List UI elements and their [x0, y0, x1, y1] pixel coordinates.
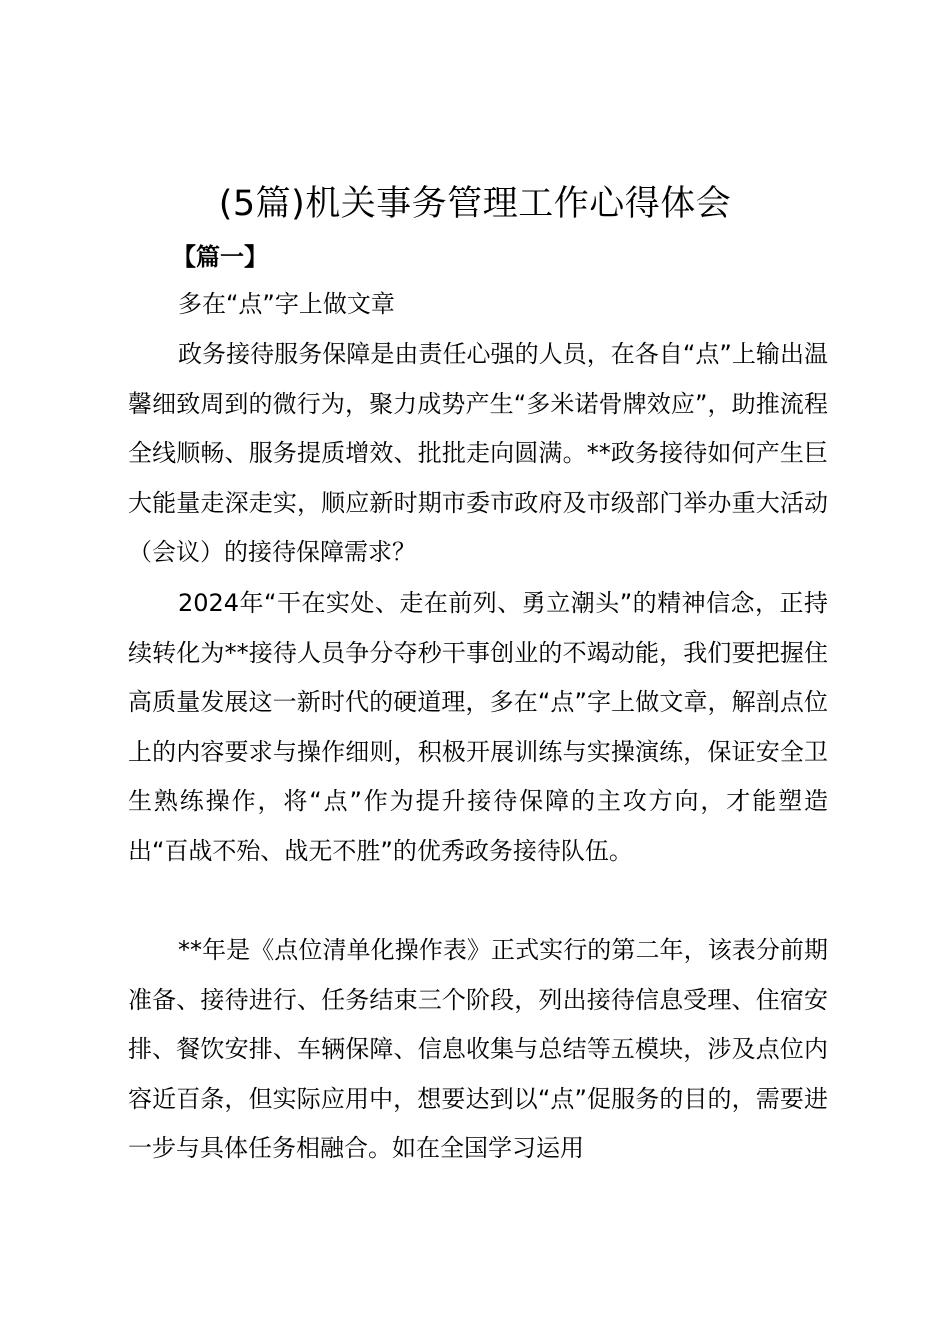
section-heading: 【篇一】: [172, 243, 268, 271]
document-title: (5篇)机关事务管理工作心得体会: [218, 184, 732, 224]
body-paragraph: **年是《点位清单化操作表》正式实行的第二年，该表分前期准备、接待进行、任务结束三个阶段，列出接待信息受理、住宿安排、餐饮安排、车辆保障、信息收集与总结等五模块，涉及点位内容近百条，但实际应用中，想要达到以“点”促服务的目的，需要进一步与具体任务相融合。如在全国学习运用: [128, 936, 828, 1162]
body-paragraph: 政务接待服务保障是由责任心强的人员，在各自“点”上输出温馨细致周到的微行为，聚力成势产生“多米诺骨牌效应”，助推流程全线顺畅、服务提质增效、批批走向圆满。**政务接待如何产生巨大能量走深走实，顺应新时期市委市政府及市级部门举办重大活动（会议）的接待保障需求？: [128, 340, 828, 566]
body-paragraph: 2024年“干在实处、走在前列、勇立潮头”的精神信念，正持续转化为**接待人员争分夺秒干事创业的不竭动能，我们要把握住高质量发展这一新时代的硬道理，多在“点”字上做文章，解剖点位上的内容要求与操作细则，积极开展训练与实操演练，保证安全卫生熟练操作，将“点”作为提升接待保障的主攻方向，才能塑造出“百战不殆、战无不胜”的优秀政务接待队伍。: [128, 589, 828, 865]
section-subtitle: 多在“点”字上做文章: [178, 290, 395, 318]
